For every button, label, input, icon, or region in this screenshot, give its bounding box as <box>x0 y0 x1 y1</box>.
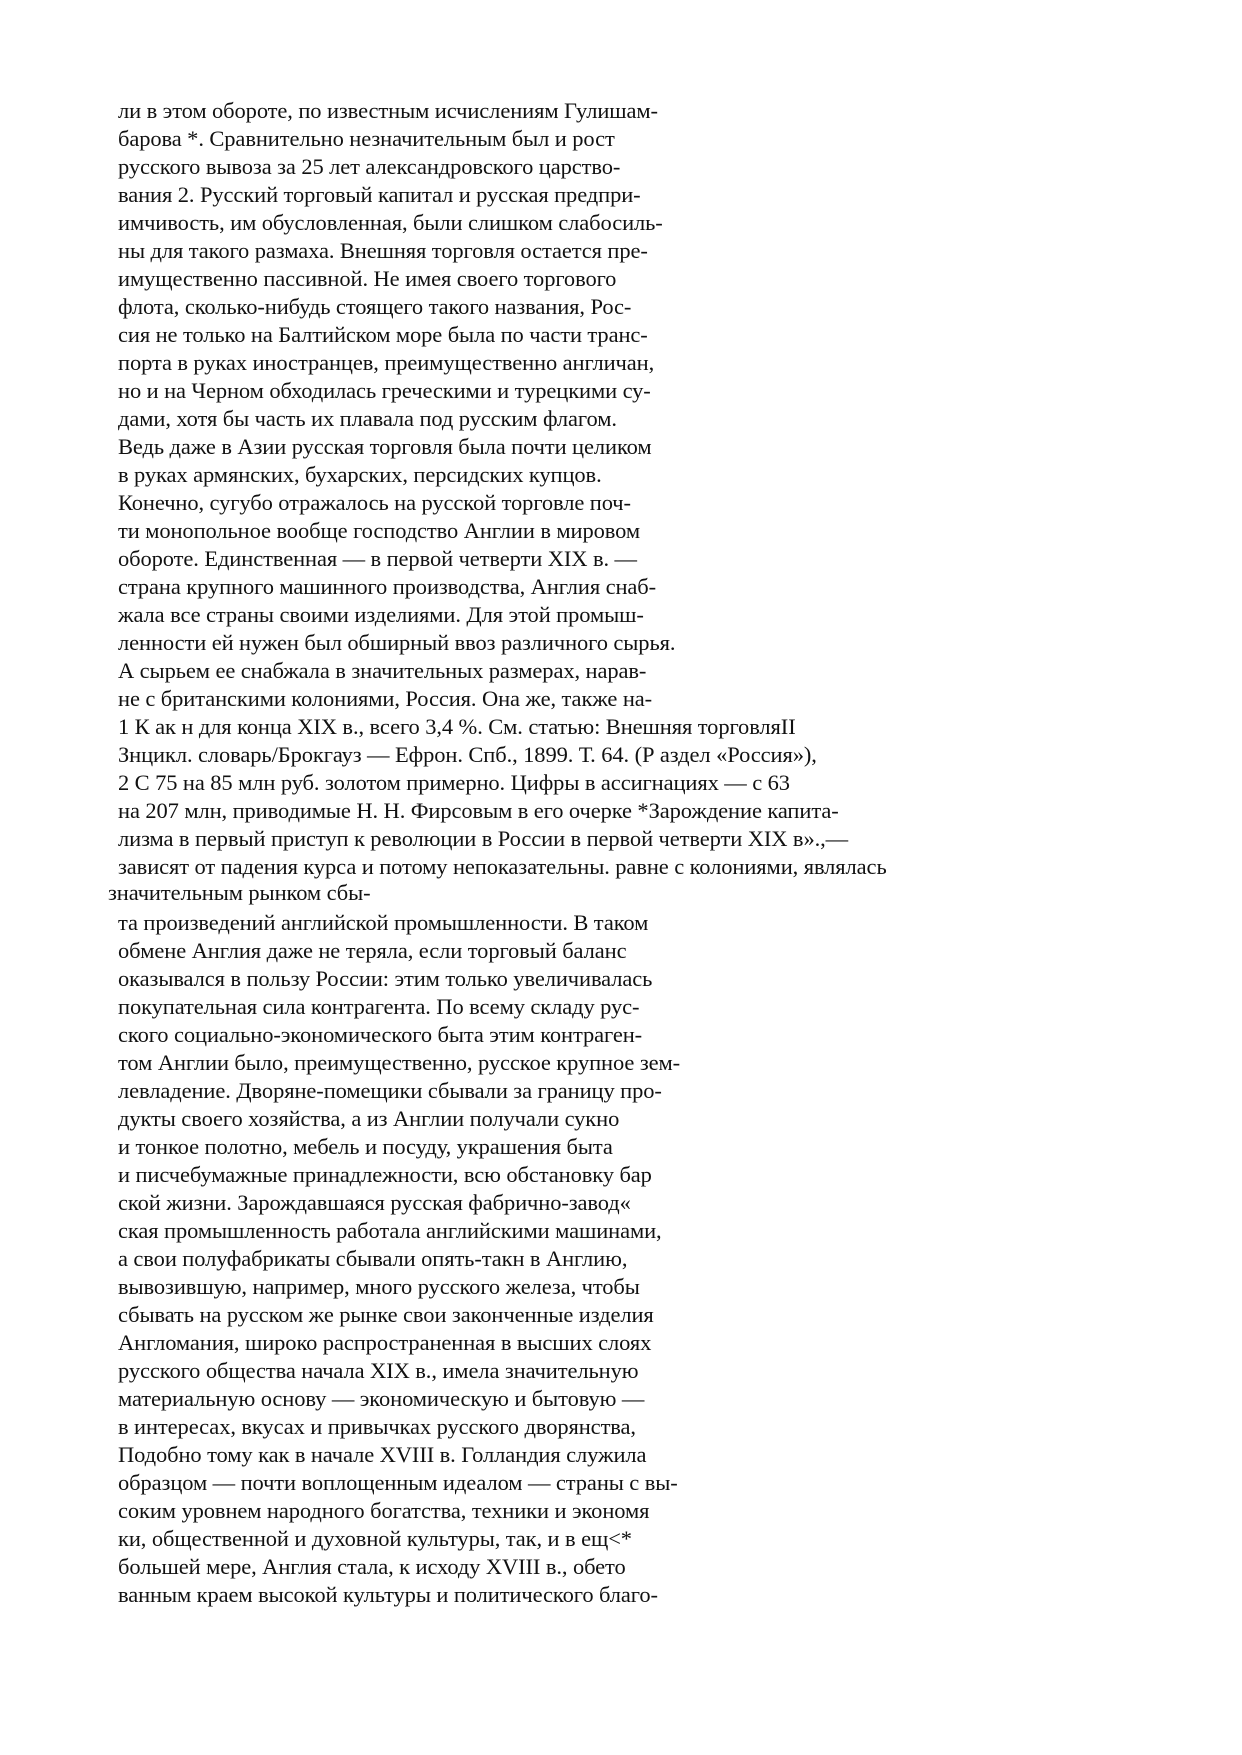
body-line: соким уровнем народного богатства, техники и экономя <box>118 1498 650 1523</box>
body-line: ского социально-экономического быта этим контраген- <box>118 1022 643 1047</box>
body-line: том Англии было, преимущественно, русское крупное зем- <box>118 1050 681 1075</box>
body-line: в интересах, вкусах и привычках русского дворянства, <box>118 1414 636 1439</box>
body-line: барова *. Сравнительно незначительным был и рост <box>118 126 615 151</box>
body-line: Ведь даже в Азии русская торговля была почти целиком <box>118 434 652 459</box>
body-line: покупательная сила контрагента. По всему складу рус- <box>118 994 640 1019</box>
body-line: флота, сколько-нибудь стоящего такого названия, Рос- <box>118 294 632 319</box>
body-line: оказывался в пользу России: этим только увеличивалась <box>118 966 653 991</box>
body-line: имчивость, им обусловленная, были слишком слабосиль- <box>118 210 663 235</box>
body-line: Англомания, широко распространенная в высших слоях <box>118 1330 652 1355</box>
body-line: материальную основу — экономическую и бытовую — <box>118 1386 645 1411</box>
body-line: А сырьем ее снабжала в значительных размерах, нарав- <box>118 658 647 683</box>
body-line: порта в руках иностранцев, преимущественно англичан, <box>118 350 655 375</box>
body-line: русского вывоза за 25 лет александровского царство- <box>118 154 621 179</box>
body-line: обороте. Единственная — в первой четверти XIX в. — <box>118 546 637 571</box>
body-line: вания 2. Русский торговый капитал и русская предпри- <box>118 182 641 207</box>
body-line: жала все страны своими изделиями. Для этой промыш- <box>118 602 644 627</box>
body-line: ти монопольное вообще господство Англии в мировом <box>118 518 640 543</box>
body-line: а свои полуфабрикаты сбывали опять-такн в Англию, <box>118 1246 628 1271</box>
body-line: но и на Черном обходилась греческими и турецкими су- <box>118 378 651 403</box>
body-line: образцом — почти воплощенным идеалом — страны с вы- <box>118 1470 678 1495</box>
body-line: большей мере, Англия стала, к исходу XVIII в., обето <box>118 1554 626 1579</box>
body-line: дами, хотя бы часть их плавала под русским флагом. <box>118 406 617 431</box>
body-line: ли в этом обороте, по известным исчислениям Гулишам- <box>118 98 658 123</box>
body-line: та произведений английской промышленности. В таком <box>118 910 649 935</box>
body-line: сия не только на Балтийском море была по части транс- <box>118 322 648 347</box>
body-line: Конечно, сугубо отражалось на русской торговле поч- <box>118 490 631 515</box>
body-line: ская промышленность работала английскими машинами, <box>118 1218 662 1243</box>
body-line: ванным краем высокой культуры и политического благо- <box>118 1582 658 1607</box>
body-line: ской жизни. Зарождавшаяся русская фабрично-завод« <box>118 1190 631 1215</box>
body-line: ны для такого размаха. Внешняя торговля остается пре- <box>118 238 648 263</box>
body-line: в руках армянских, бухарских, персидских купцов. <box>118 462 602 487</box>
footnote-line: 1 К ак н для конца XIX в., всего 3,4 %. См. статью: Внешняя торговляII <box>118 714 796 739</box>
footnote-line: Знцикл. словарь/Брокгауз — Ефрон. Спб., 1899. Т. 64. (Р аздел «Россия»), <box>118 742 817 767</box>
body-line: Подобно тому как в начале XVIII в. Голландия служила <box>118 1442 647 1467</box>
body-line: и тонкое полотно, мебель и посуду, украшения быта <box>118 1134 613 1159</box>
footnote-line: зависят от падения курса и потому непоказательны. равне с колониями, являлась <box>118 854 887 879</box>
body-line: русского общества начала XIX в., имела значительную <box>118 1358 639 1383</box>
body-line: вывозившую, например, много русского железа, чтобы <box>118 1274 640 1299</box>
body-line: имущественно пассивной. Не имея своего торгового <box>118 266 617 291</box>
footnote-line: 2 С 75 на 85 млн руб. золотом примерно. Цифры в ассигнациях — с 63 <box>118 770 790 795</box>
body-line: ки, общественной и духовной культуры, так, и в ещ<* <box>118 1526 632 1551</box>
body-line: не с британскими колониями, Россия. Она же, также на- <box>118 686 653 711</box>
footnote-line: на 207 млн, приводимые Н. Н. Фирсовым в его очерке *Зарождение капита- <box>118 798 839 823</box>
body-line: страна крупного машинного производства, Англия снаб- <box>118 574 657 599</box>
body-line: дукты своего хозяйства, а из Англии получали сукно <box>118 1106 620 1131</box>
body-line: левладение. Дворяне-помещики сбывали за границу про- <box>118 1078 662 1103</box>
footnote-line: значительным рынком сбы- <box>108 880 371 905</box>
body-line: обмене Англия даже не теряла, если торговый баланс <box>118 938 627 963</box>
body-line: и писчебумажные принадлежности, всю обстановку бар <box>118 1162 652 1187</box>
footnote-line: лизма в первый приступ к революции в России в первой четверти XIX в».,— <box>118 826 849 851</box>
body-line: сбывать на русском же рынке свои законченные изделия <box>118 1302 654 1327</box>
body-line: ленности ей нужен был обширный ввоз различного сырья. <box>118 630 676 655</box>
